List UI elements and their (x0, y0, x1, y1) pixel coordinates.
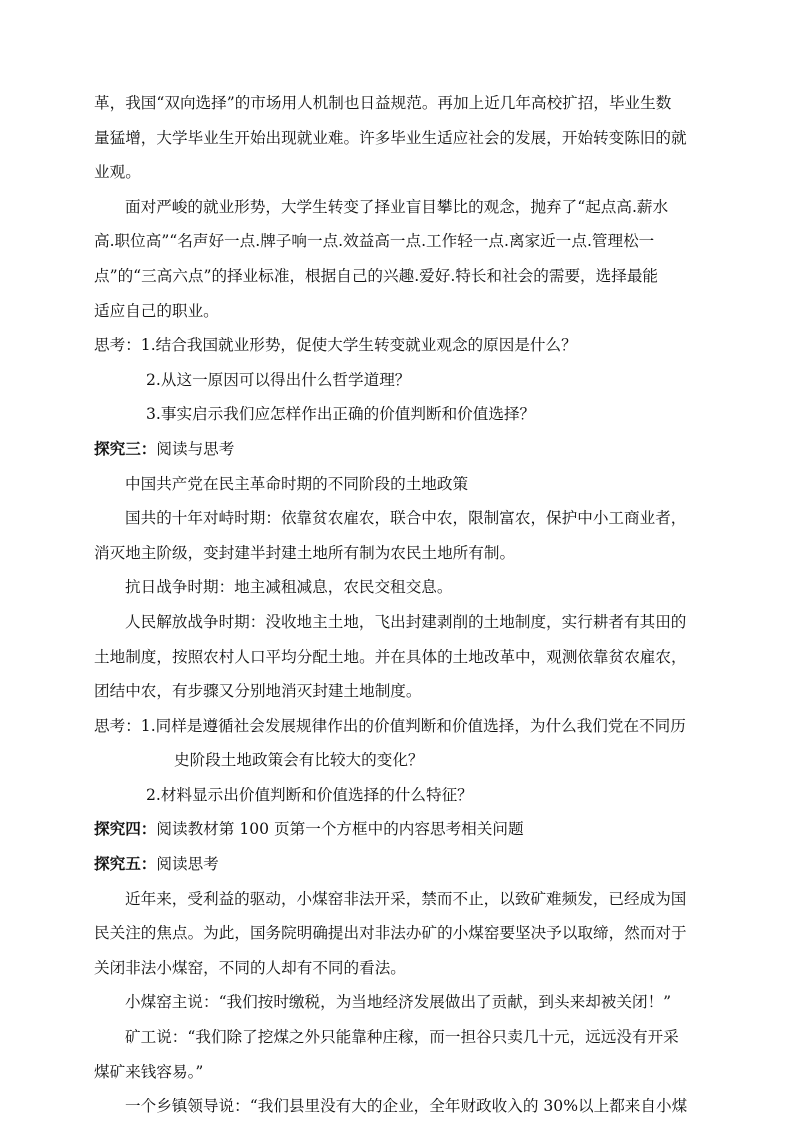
section-heading-explore4 (94, 812, 708, 847)
material-title: 中国共产党在民主革命时期的不同阶段的土地政策 (125, 474, 469, 493)
text-line: 近年来，受利益的驱动，小煤窑非法开采，禁而不止，以致矿难频发，已经成为国 (125, 889, 687, 908)
text-line: 煤矿来钱容易。” (94, 1062, 204, 1081)
question-1-cont: 史阶段土地政策会有比较大的变化？ (174, 751, 424, 770)
heading-label: 探究五： (94, 854, 157, 874)
text-line: 适应自己的职业。 (94, 301, 219, 320)
text-line: 矿工说：“我们除了挖煤之外只能靠种庄稼，而一担谷只卖几十元，远远没有开采 (125, 1028, 679, 1047)
text-line: 业观。 (94, 163, 141, 182)
question-3: 3.事实启示我们应怎样作出正确的价值判断和价值选择？ (146, 405, 536, 424)
text-line: 点”的“三高六点”的择业标准，根据自己的兴趣.爱好.特长和社会的需要，选择最能 (94, 266, 659, 285)
text-line: 革，我国“双向选择”的市场用人机制也日益规范。再加上近几年高校扩招，毕业生数 (94, 94, 672, 112)
text-line: 民关注的焦点。为此，国务院明确提出对非法办矿的小煤窑要坚决予以取缔，然而对于 (94, 924, 687, 943)
text-line: 抗日战争时期：地主减租减息，农民交租交息。 (125, 578, 453, 597)
question-1: 思考：1.同样是遵循社会发展规律作出的价值判断和价值选择，为什么我们党在不同历 (94, 716, 686, 735)
document-body (94, 86, 708, 1124)
text-line: 面对严峻的就业形势，大学生转变了择业盲目攀比的观念，抛弃了“起点高.薪水 (125, 197, 669, 216)
text-line: 国共的十年对峙时期：依靠贫农雇农，联合中农，限制富农，保护中小工商业者， (125, 509, 687, 528)
heading-text: 阅读思考 (156, 855, 219, 874)
text-line: 量猛增，大学毕业生开始出现就业难。许多毕业生适应社会的发展，开始转变陈旧的就 (94, 128, 687, 147)
heading-text: 阅读教材第 100 页第一个方框中的内容思考相关问题 (156, 820, 524, 839)
heading-label: 探究三： (94, 438, 157, 458)
text-line: 人民解放战争时期：没收地主土地，飞出封建剥削的土地制度，实行耕者有其田的 (125, 612, 687, 631)
text-line: 团结中农，有步骤又分别地消灭封建土地制度。 (94, 682, 422, 701)
question-2: 2.材料显示出价值判断和价值选择的什么特征？ (146, 785, 473, 804)
text-line: 关闭非法小煤窑，不同的人却有不同的看法。 (94, 958, 406, 977)
text-line: 小煤窑主说：“我们按时缴税，为当地经济发展做出了贡献，到头来却被关闭！” (125, 993, 672, 1012)
text-line: 高.职位高”“名声好一点.牌子响一点.效益高一点.工作轻一点.离家近一点.管理松一 (94, 232, 655, 251)
heading-label: 探究四： (94, 819, 157, 839)
text-line: 土地制度，按照农村人口平均分配土地。并在具体的土地改革中，观测依靠贫农雇农， (94, 647, 687, 666)
section-heading-explore3 (94, 432, 708, 467)
heading-text: 阅读与思考 (156, 439, 235, 458)
section-heading-explore5 (94, 847, 708, 882)
text-line: 消灭地主阶级，变封建半封建土地所有制为农民土地所有制。 (94, 543, 516, 562)
text-line: 一个乡镇领导说：“我们县里没有大的企业，全年财政收入的 30%以上都来自小煤 (125, 1097, 688, 1116)
question-1: 思考：1.结合我国就业形势，促使大学生转变就业观念的原因是什么？ (94, 336, 577, 355)
question-2: 2.从这一原因可以得出什么哲学道理？ (146, 370, 411, 389)
